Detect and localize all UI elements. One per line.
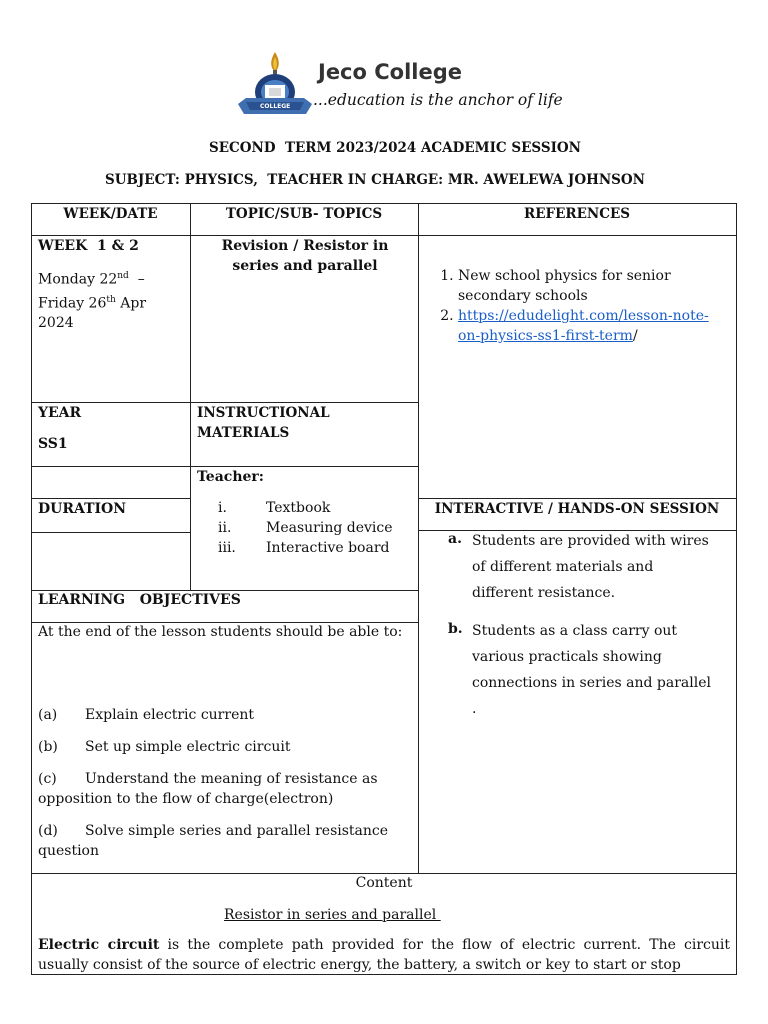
objective-text: Solve simple series and parallel resistance question bbox=[38, 823, 389, 859]
objective-text: Set up simple electric circuit bbox=[85, 739, 291, 755]
material-text: Interactive board bbox=[266, 540, 390, 556]
interactive-text bbox=[472, 528, 709, 606]
interactive-line: various practicals showing bbox=[472, 649, 662, 665]
duration-label: DURATION bbox=[38, 501, 127, 517]
interactive-letter: b. bbox=[448, 621, 463, 637]
objective-text: Understand the meaning of resistance as opposition to the flow of charge(electron) bbox=[38, 771, 378, 807]
content-body: is the complete path provided for the flow of electric current. The circuit usually consist of the source of electric energy, the battery, a switch or key to start or stop bbox=[38, 937, 730, 973]
date-dash: – bbox=[128, 271, 145, 288]
college-name: Jeco College bbox=[318, 60, 462, 84]
reference-item bbox=[458, 306, 736, 346]
material-num: i. bbox=[218, 500, 227, 516]
logo-text: COLLEGE bbox=[260, 103, 291, 110]
college-motto: ...education is the anchor of life bbox=[313, 91, 563, 109]
date-year: 2024 bbox=[38, 315, 74, 332]
objective-text: Explain electric current bbox=[85, 707, 254, 723]
header-topics: TOPIC/SUB- TOPICS bbox=[225, 206, 383, 222]
year-value: SS1 bbox=[38, 436, 68, 452]
content-paragraph bbox=[38, 935, 730, 975]
material-num: ii. bbox=[218, 520, 232, 536]
objective-item bbox=[38, 705, 413, 725]
reference-link-suffix: / bbox=[632, 328, 638, 344]
objective-item bbox=[38, 821, 413, 861]
interactive-line: . bbox=[472, 701, 477, 717]
material-text: Measuring device bbox=[266, 520, 393, 536]
material-item bbox=[218, 518, 413, 538]
week-label: WEEK 1 & 2 bbox=[38, 238, 139, 254]
header-references: REFERENCES bbox=[523, 206, 631, 222]
teacher-label: Teacher: bbox=[197, 469, 264, 485]
interactive-line: different resistance. bbox=[472, 585, 616, 601]
date-end-month: Apr bbox=[115, 295, 147, 312]
objectives-intro: At the end of the lesson students should be able to: bbox=[38, 624, 403, 640]
reference-book: New school physics for senior secondary schools bbox=[458, 268, 671, 304]
interactive-line: of different materials and bbox=[472, 559, 654, 575]
interactive-item bbox=[448, 531, 733, 611]
references-list bbox=[418, 266, 736, 346]
objective-item bbox=[38, 769, 413, 809]
header-week-date: WEEK/DATE bbox=[63, 206, 158, 222]
instructional-materials-label: INSTRUCTIONAL MATERIALS bbox=[197, 405, 330, 441]
learning-objectives-label: LEARNING OBJECTIVES bbox=[38, 592, 241, 608]
year-label: YEAR bbox=[38, 405, 82, 421]
material-text: Textbook bbox=[266, 500, 331, 516]
interactive-line: connections in series and parallel bbox=[472, 675, 711, 691]
reference-link[interactable]: https://edudelight.com/lesson-note-on-physics-ss1-first-term bbox=[458, 308, 709, 344]
college-logo bbox=[236, 52, 314, 122]
content-label: Content bbox=[355, 875, 413, 891]
interactive-line: Students are provided with wires bbox=[472, 533, 709, 549]
session-title: SECOND TERM 2023/2024 ACADEMIC SESSION bbox=[208, 140, 581, 156]
material-item bbox=[218, 538, 413, 558]
objective-letter: (c) bbox=[38, 771, 57, 787]
interactive-letter: a. bbox=[448, 531, 462, 547]
interactive-line: Students as a class carry out bbox=[472, 623, 678, 639]
objective-item bbox=[38, 737, 413, 757]
week-dates bbox=[38, 266, 188, 333]
interactive-text bbox=[472, 618, 711, 722]
material-item bbox=[218, 498, 413, 518]
objective-letter: (a) bbox=[38, 707, 58, 723]
topic-title: Revision / Resistor in series and parallel bbox=[221, 238, 389, 274]
content-subtitle: Resistor in series and parallel bbox=[224, 907, 441, 923]
date-start: Monday 22 bbox=[38, 271, 118, 288]
interactive-item bbox=[448, 621, 733, 731]
objective-letter: (d) bbox=[38, 823, 58, 839]
date-end: Friday 26 bbox=[38, 295, 107, 312]
objective-letter: (b) bbox=[38, 739, 58, 755]
subject-line: SUBJECT: PHYSICS, TEACHER IN CHARGE: MR. AWELEWA JOHNSON bbox=[104, 172, 646, 188]
reference-item bbox=[458, 266, 736, 306]
content-term: Electric circuit bbox=[38, 937, 160, 953]
interactive-session-label: INTERACTIVE / HANDS-ON SESSION bbox=[434, 501, 720, 517]
date-start-suffix: nd bbox=[117, 271, 129, 281]
date-end-suffix: th bbox=[106, 294, 116, 305]
material-num: iii. bbox=[218, 540, 236, 556]
